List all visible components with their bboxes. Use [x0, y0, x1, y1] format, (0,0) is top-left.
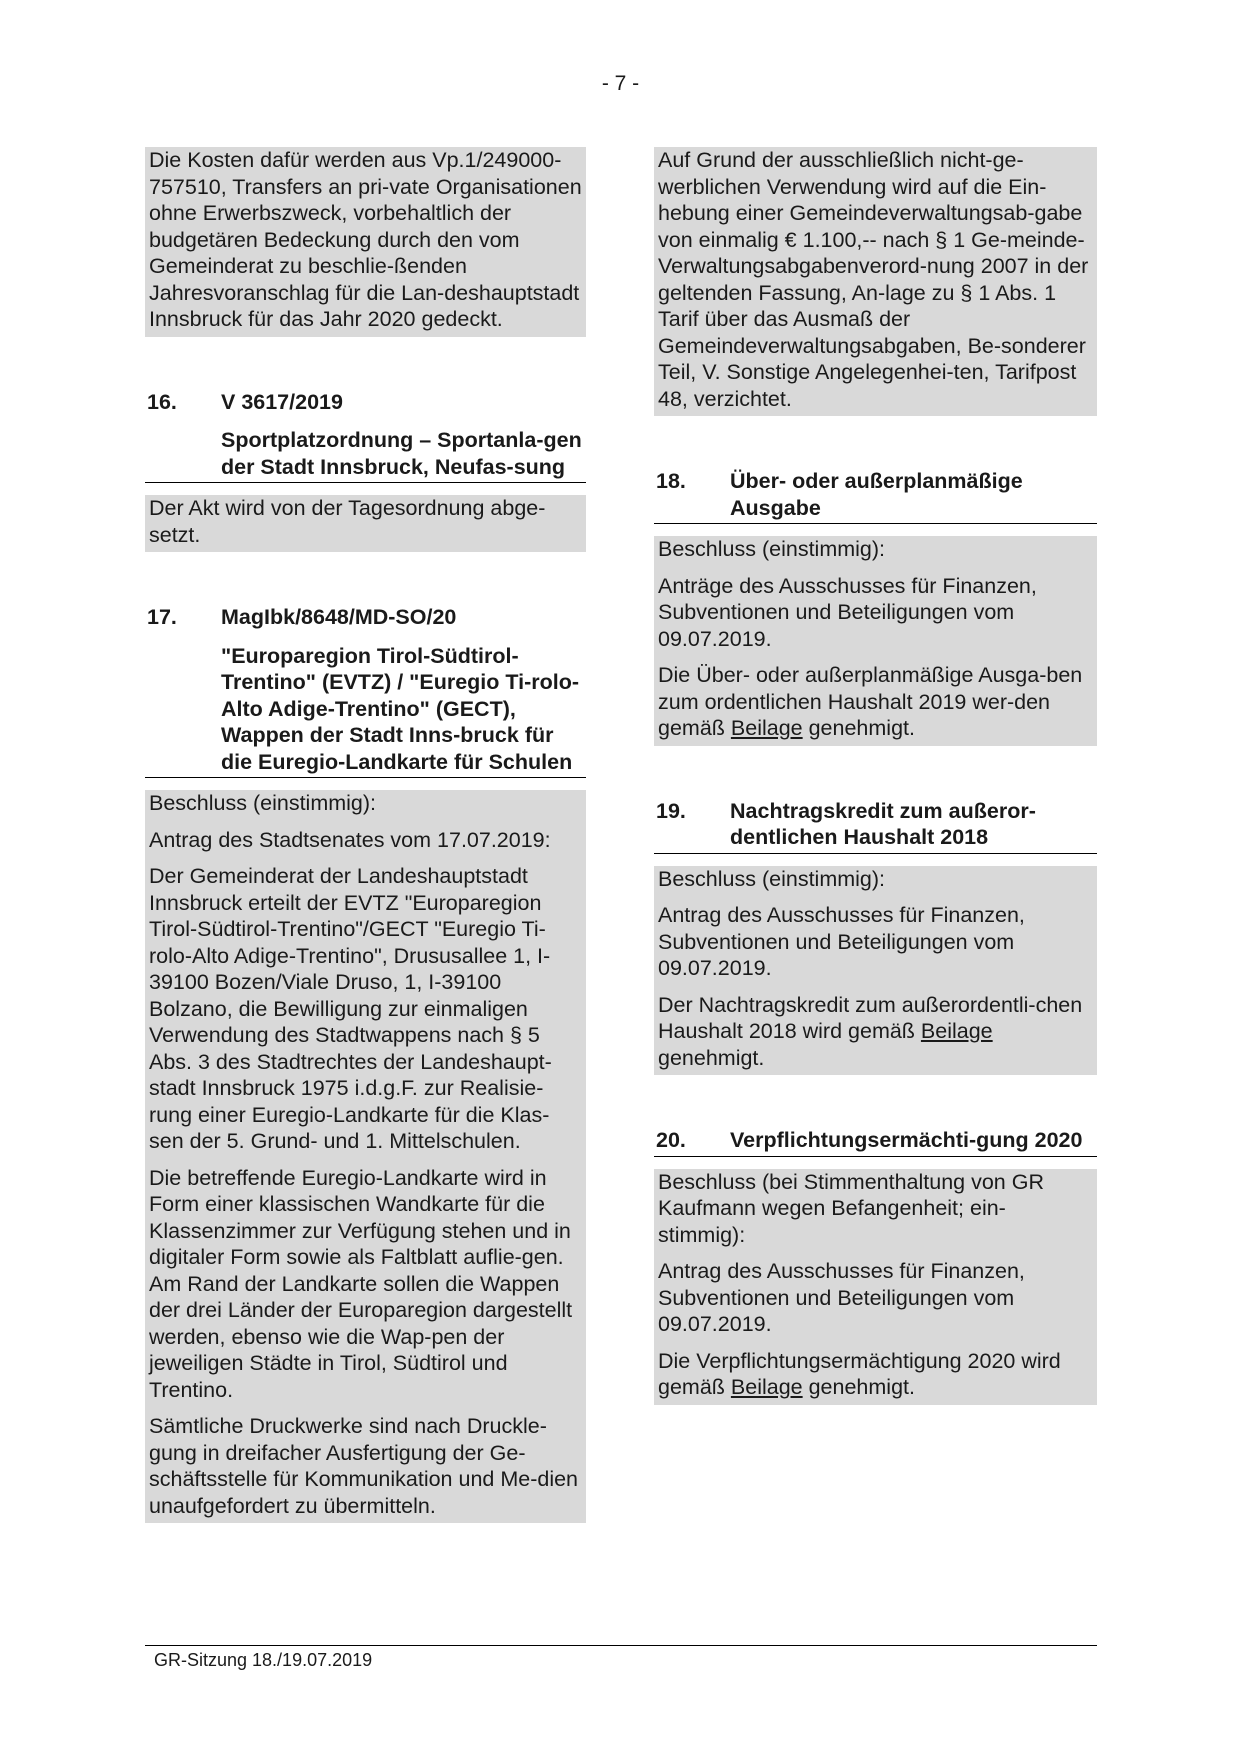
item-17-body	[145, 790, 586, 1523]
item-20-p3-end: genehmigt.	[802, 1375, 915, 1399]
item-number: 17.	[147, 605, 177, 629]
item-18-p1: Beschluss (einstimmig):	[658, 537, 885, 561]
beilage-link[interactable]: Beilage	[920, 1019, 993, 1043]
item-title: Verpflichtungsermächti-gung 2020	[730, 1128, 1083, 1152]
agenda-item-20	[654, 1127, 1097, 1157]
item-17-p1: Beschluss (einstimmig):	[149, 791, 376, 815]
left-column	[145, 147, 586, 1523]
item-18-p3-end: genehmigt.	[802, 716, 915, 740]
item-18-p3	[658, 662, 1093, 742]
item-19-p2: Antrag des Ausschusses für Finanzen, Subventionen und Beteiligungen vom 09.07.2019.	[658, 903, 1025, 980]
agenda-item-18	[654, 468, 1097, 524]
item-title: Nachtragskredit zum außeror-dentlichen Haushalt 2018	[730, 798, 1036, 849]
beilage-link[interactable]: Beilage	[730, 1375, 803, 1399]
item-20-p3	[658, 1348, 1093, 1401]
item-code: V 3617/2019	[221, 389, 343, 414]
item-18-body	[654, 536, 1097, 746]
item-18-p2: Anträge des Ausschusses für Finanzen, Subventionen und Beteiligungen vom 09.07.2019.	[658, 573, 1037, 651]
item-18-p3-text: Die Über- oder außerplanmäßige Ausga-ben zum ordentlichen Haushalt 2019 wer-den gemäß	[658, 663, 1083, 740]
item-20-body	[654, 1169, 1097, 1405]
item-16-text: Der Akt wird von der Tagesordnung abge-setzt.	[149, 496, 546, 547]
item-title: Sportplatzordnung – Sportanla-gen der Stadt Innsbruck, Neufas-sung	[221, 428, 582, 479]
page-number: - 7 -	[601, 72, 640, 95]
intro-text-right: Auf Grund der ausschließlich nicht-ge-werblichen Verwendung wird auf die Ein-hebung einer Gemeindeverwaltungsab-gabe von einmalig € 1.100,-- nach § 1 Ge-meinde-Verwaltungsabgabenverord-nung 2007 in der geltenden Fassung, An-lage zu § 1 Abs. 1 Tarif über das Ausmaß der Gemeindeverwaltungsabgaben, Be-sonderer Teil, V. Sonstige Angelegenhei-ten, Tarifpost 48, verzichtet.	[658, 148, 1089, 411]
intro-block-left	[145, 147, 586, 337]
agenda-item-16	[145, 389, 586, 484]
item-number: 18.	[656, 469, 686, 493]
item-17-p3: Der Gemeinderat der Landeshauptstadt Innsbruck erteilt der EVTZ "Europaregion Tirol-Südtirol-Trentino"/GECT "Euregio Ti-rolo-Alto Adige-Trentino", Drususallee 1, I-39100 Bozen/Viale Druso, 1, I-39100 Bolzano, die Bewilligung zur einmaligen Verwendung des Stadtwappens nach § 5 Abs. 3 des Stadtrechtes der Landeshaupt-stadt Innsbruck 1975 i.d.g.F. zur Realisie-rung einer Euregio-Landkarte für die Klas-sen der 5. Grund- und 1. Mittelschulen.	[149, 864, 552, 1153]
item-19-p3	[658, 992, 1093, 1072]
item-17-p2: Antrag des Stadtsenates vom 17.07.2019:	[149, 827, 551, 852]
intro-block-right	[654, 147, 1097, 416]
item-19-p1: Beschluss (einstimmig):	[658, 866, 885, 891]
item-17-p5: Sämtliche Druckwerke sind nach Druckle-gung in dreifacher Ausfertigung der Ge-schäftsstelle für Kommunikation und Me-dien unaufgefordert zu übermitteln.	[149, 1414, 579, 1518]
footer-divider	[145, 1645, 1097, 1646]
item-code: MagIbk/8648/MD-SO/20	[221, 605, 457, 629]
agenda-item-19	[654, 798, 1097, 854]
item-number: 16.	[147, 389, 177, 414]
item-19-p3-text: Der Nachtragskredit zum außerordentli-chen Haushalt 2018 wird gemäß	[658, 992, 1083, 1043]
item-19-p3-end: genehmigt.	[658, 1045, 765, 1070]
item-20-p3-text: Die Verpflichtungsermächtigung 2020 wird gemäß	[658, 1348, 1061, 1399]
item-title: Über- oder außerplanmäßige Ausgabe	[730, 469, 1023, 520]
item-number: 20.	[656, 1128, 686, 1152]
beilage-link[interactable]: Beilage	[730, 716, 803, 740]
item-20-p2: Antrag des Ausschusses für Finanzen, Subventionen und Beteiligungen vom 09.07.2019.	[658, 1259, 1025, 1336]
item-19-body	[654, 866, 1097, 1076]
item-number: 19.	[656, 798, 686, 823]
item-20-p1: Beschluss (bei Stimmenthaltung von GR Kaufmann wegen Befangenheit; ein-stimmig):	[658, 1169, 1044, 1247]
item-16-body	[145, 495, 586, 552]
footer-text: GR-Sitzung 18./19.07.2019	[154, 1650, 373, 1670]
item-title: "Europaregion Tirol-Südtirol-Trentino" (EVTZ) / "Euregio Ti-rolo-Alto Adige-Trentino" (GECT), Wappen der Stadt Inns-bruck für die Euregio-Landkarte für Schulen	[221, 643, 580, 774]
intro-text-left: Die Kosten dafür werden aus Vp.1/249000- 757510, Transfers an pri-vate Organisationen ohne Erwerbszweck, vorbehaltlich der budgetären Bedeckung durch den vom Gemeinderat zu beschlie-ßenden Jahresvoranschlag für die Lan-deshauptstadt Innsbruck für das Jahr 2020 gedeckt.	[149, 148, 582, 331]
right-column	[654, 147, 1097, 1405]
agenda-item-17	[145, 604, 586, 778]
item-17-p4: Die betreffende Euregio-Landkarte wird in Form einer klassischen Wandkarte für die Klassenzimmer zur Verfügung stehen und in digitaler Form sowie als Faltblatt auflie-gen. Am Rand der Landkarte sollen die Wappen der drei Länder der Europaregion dargestellt werden, ebenso wie die Wap-pen der jeweiligen Städte in Tirol, Südtirol und Trentino.	[149, 1165, 573, 1402]
